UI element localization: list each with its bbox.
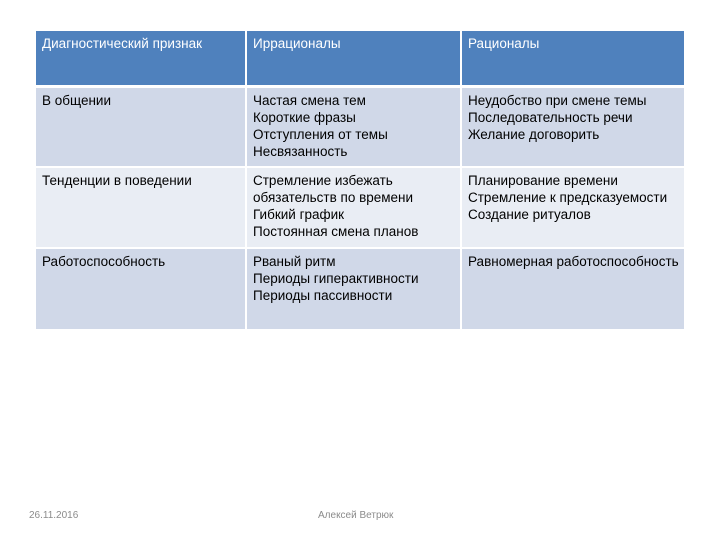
row-label-communication: В общении xyxy=(36,87,246,168)
table-row xyxy=(36,248,685,330)
cell-irrationals-communication: Частая смена тем Короткие фразы Отступления от темы Несвязанность xyxy=(246,87,461,168)
footer-date: 26.11.2016 xyxy=(29,510,79,521)
table-header-row xyxy=(36,31,685,87)
cell-irrationals-behavior: Стремление избежать обязательств по времени Гибкий график Постоянная смена планов xyxy=(246,167,461,248)
row-label-performance: Работоспособность xyxy=(36,248,246,330)
cell-rationals-communication: Неудобство при смене темы Последовательность речи Желание договорить xyxy=(461,87,685,168)
footer-author: Алексей Ветрюк xyxy=(318,510,394,521)
comparison-table xyxy=(36,31,686,331)
cell-rationals-behavior: Планирование времени Стремление к предсказуемости Создание ритуалов xyxy=(461,167,685,248)
header-diagnostic-feature: Диагностический признак xyxy=(36,31,246,87)
header-rationals: Рационалы xyxy=(461,31,685,87)
row-label-behavior: Тенденции в поведении xyxy=(36,167,246,248)
header-irrationals: Иррационалы xyxy=(246,31,461,87)
table-row xyxy=(36,167,685,248)
cell-rationals-performance: Равномерная работоспособность xyxy=(461,248,685,330)
table-row xyxy=(36,87,685,168)
cell-irrationals-performance: Рваный ритм Периоды гиперактивности Периоды пассивности xyxy=(246,248,461,330)
